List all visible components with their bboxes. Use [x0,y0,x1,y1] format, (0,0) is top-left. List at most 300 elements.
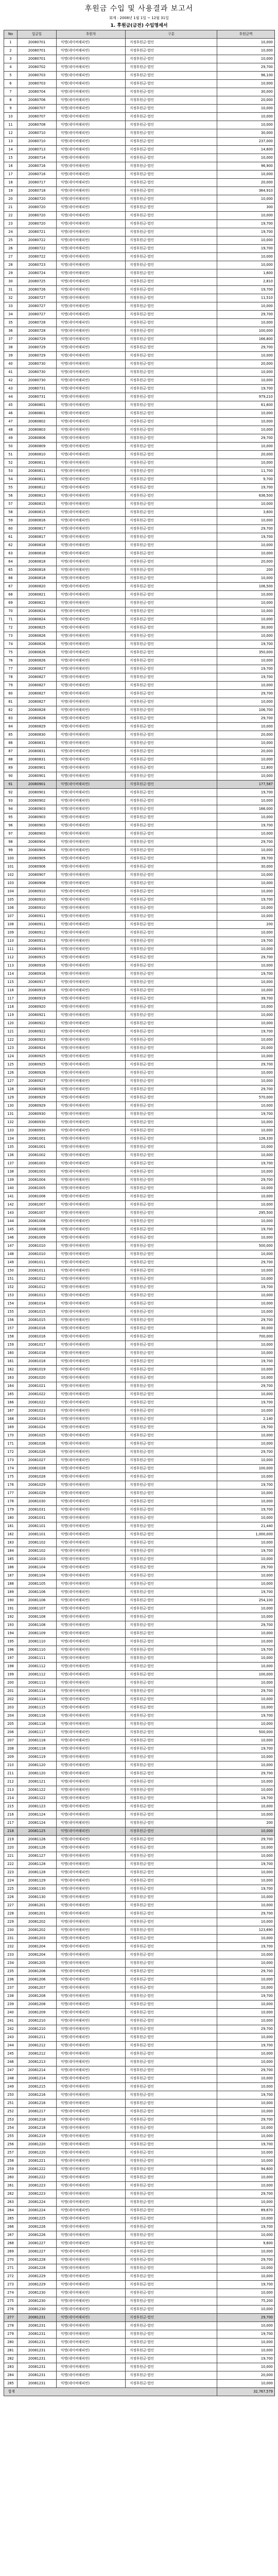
cell-donor: 익명(네이버해피빈) [57,970,126,978]
cell-no: 47 [4,418,18,426]
cell-donor: 익명(네이버해피빈) [57,1325,126,1333]
cell-no: 149 [4,1259,18,1267]
table-row [4,797,275,805]
cell-no: 15 [4,154,18,162]
cell-amount: 10,000 [217,1753,275,1761]
cell-donor: 익명(네이버해피빈) [57,1745,126,1753]
cell-donor: 익명(네이버해피빈) [57,1242,126,1250]
cell-amount: 10,000 [217,1300,275,1308]
cell-no: 1 [4,39,18,47]
cell-date: 20081119 [18,1753,57,1761]
cell-amount: 100,000 [217,1671,275,1679]
cell-category: 지정후원금-법인 [126,1852,217,1860]
cell-donor: 익명(네이버해피빈) [57,171,126,179]
table-row [4,1044,275,1053]
cell-amount: 10,000 [217,500,275,509]
cell-category: 지정후원금-법인 [126,1292,217,1300]
cell-amount: 29,700 [217,1176,275,1184]
cell-no: 190 [4,1597,18,1605]
cell-category: 지정후원금-법인 [126,1877,217,1885]
cell-no: 30 [4,278,18,286]
cell-donor: 익명(네이버해피빈) [57,649,126,657]
cell-category: 지정후원금-법인 [126,39,217,47]
cell-date: 20081018 [18,1358,57,1366]
cell-no: 268 [4,2240,18,2248]
cell-no: 177 [4,1489,18,1498]
cell-no: 150 [4,1267,18,1275]
cell-amount: 10,000 [217,814,275,822]
cell-category: 지정후원금-법인 [126,1712,217,1720]
table-row [4,2066,275,2075]
cell-date: 20081015 [18,1308,57,1316]
cell-category: 지정후원금-법인 [126,558,217,566]
cell-donor: 익명(네이버해피빈) [57,2132,126,2141]
cell-donor: 익명(네이버해피빈) [57,1514,126,1522]
cell-category: 지정후원금-법인 [126,1300,217,1308]
cell-date: 20081213 [18,2058,57,2066]
table-row [4,1333,275,1341]
cell-amount: 10,000 [217,1020,275,1028]
cell-date: 20080904 [18,846,57,855]
table-row [4,1423,275,1432]
cell-date: 20081107 [18,1605,57,1613]
cell-donor: 익명(네이버해피빈) [57,1094,126,1102]
cell-category: 지정후원금-법인 [126,80,217,88]
cell-donor: 익명(네이버해피빈) [57,1316,126,1325]
cell-no: 164 [4,1382,18,1391]
cell-date: 20081117 [18,1728,57,1737]
cell-donor: 익명(네이버해피빈) [57,377,126,385]
cell-no: 56 [4,492,18,500]
table-row [4,830,275,838]
cell-amount: 19,700 [217,2091,275,2099]
cell-date: 20081231 [18,2355,57,2363]
cell-amount: 20,000 [217,1044,275,1053]
cell-category: 지정후원금-법인 [126,245,217,253]
cell-no: 140 [4,1184,18,1193]
cell-donor: 익명(네이버해피빈) [57,1770,126,1778]
cell-category: 지정후원금-법인 [126,640,217,649]
cell-date: 20081220 [18,2149,57,2157]
cell-date: 20080827 [18,665,57,673]
cell-no: 251 [4,2099,18,2108]
cell-amount: 29,700 [217,311,275,319]
cell-donor: 익명(네이버해피빈) [57,1893,126,1902]
cell-date: 20080713 [18,146,57,154]
table-row [4,1292,275,1300]
cell-category: 지정후원금-법인 [126,591,217,599]
cell-no: 265 [4,2215,18,2223]
cell-amount: 10,000 [217,80,275,88]
cell-category: 지정후원금-법인 [126,1481,217,1489]
cell-no: 185 [4,1555,18,1564]
cell-donor: 익명(네이버해피빈) [57,1423,126,1432]
cell-category: 지정후원금-법인 [126,1259,217,1267]
cell-amount: 500,000 [217,1728,275,1737]
cell-category: 지정후원금-법인 [126,1053,217,1061]
cell-category: 지정후원금-법인 [126,459,217,467]
cell-date: 20081024 [18,1423,57,1432]
table-row [4,39,275,47]
cell-no: 98 [4,838,18,846]
cell-no: 195 [4,1638,18,1646]
cell-donor: 익명(네이버해피빈) [57,2347,126,2355]
table-row [4,1407,275,1415]
table-row [4,377,275,385]
cell-date: 20080728 [18,327,57,335]
total-amount: 32,767,579 [217,2388,275,2396]
table-row [4,1539,275,1547]
table-row [4,1869,275,1877]
cell-donor: 익명(네이버해피빈) [57,220,126,228]
cell-date: 20081205 [18,1959,57,1968]
cell-no: 159 [4,1341,18,1349]
cell-donor: 익명(네이버해피빈) [57,1687,126,1696]
cell-amount: 500,000 [217,1242,275,1250]
cell-donor: 익명(네이버해피빈) [57,2198,126,2207]
cell-amount: 29,700 [217,2116,275,2124]
cell-no: 42 [4,377,18,385]
cell-donor: 익명(네이버해피빈) [57,673,126,682]
cell-category: 지정후원금-법인 [126,632,217,640]
cell-donor: 익명(네이버해피빈) [57,1539,126,1547]
table-row [4,451,275,459]
cell-donor: 익명(네이버해피빈) [57,113,126,121]
cell-donor: 익명(네이버해피빈) [57,1217,126,1226]
cell-no: 194 [4,1630,18,1638]
cell-donor: 익명(네이버해피빈) [57,467,126,476]
cell-date: 20081124 [18,1811,57,1819]
table-row [4,2174,275,2182]
cell-no: 178 [4,1498,18,1506]
cell-category: 지정후원금-법인 [126,1564,217,1572]
cell-amount: 29,700 [217,2256,275,2264]
cell-donor: 익명(네이버해피빈) [57,2264,126,2273]
cell-donor: 익명(네이버해피빈) [57,682,126,690]
cell-donor: 익명(네이버해피빈) [57,1761,126,1770]
cell-amount: 10,000 [217,418,275,426]
cell-category: 지정후원금-법인 [126,830,217,838]
cell-date: 20080727 [18,311,57,319]
cell-category: 지정후원금-법인 [126,896,217,904]
cell-no: 129 [4,1094,18,1102]
cell-donor: 익명(네이버해피빈) [57,2042,126,2050]
cell-amount: 29,700 [217,1448,275,1456]
cell-date: 20081230 [18,2306,57,2314]
cell-category: 지정후원금-법인 [126,525,217,533]
cell-category: 지정후원금-법인 [126,1728,217,1737]
cell-no: 108 [4,921,18,929]
cell-amount: 10,000 [217,1366,275,1374]
cell-amount: 10,000 [217,772,275,781]
cell-date: 20081228 [18,2256,57,2264]
cell-category: 지정후원금-법인 [126,1209,217,1217]
cell-amount: 10,000 [217,756,275,764]
cell-no: 13 [4,138,18,146]
cell-category: 지정후원금-법인 [126,2215,217,2223]
cell-category: 지정후원금-법인 [126,2223,217,2231]
cell-category: 지정후원금-법인 [126,195,217,204]
cell-date: 20081121 [18,1778,57,1786]
table-row [4,2190,275,2198]
cell-amount: 10,000 [217,2322,275,2330]
cell-no: 4 [4,63,18,72]
cell-no: 23 [4,220,18,228]
cell-amount: 1,000,000 [217,1531,275,1539]
cell-no: 14 [4,146,18,154]
cell-date: 20080825 [18,624,57,632]
cell-date: 20081015 [18,1316,57,1325]
cell-category: 지정후원금-법인 [126,2355,217,2363]
cell-category: 지정후원금-법인 [126,723,217,731]
cell-amount: 19,700 [217,1547,275,1555]
cell-date: 20081231 [18,2322,57,2330]
cell-donor: 익명(네이버해피빈) [57,1160,126,1168]
cell-no: 12 [4,129,18,138]
cell-no: 52 [4,459,18,467]
table-row [4,2025,275,2033]
cell-date: 20080722 [18,245,57,253]
cell-date: 20080708 [18,121,57,129]
cell-donor: 익명(네이버해피빈) [57,1456,126,1465]
table-body [4,39,275,2388]
cell-no: 188 [4,1580,18,1588]
table-row [4,1011,275,1020]
cell-no: 254 [4,2124,18,2132]
cell-no: 116 [4,987,18,995]
cell-donor: 익명(네이버해피빈) [57,1605,126,1613]
table-row [4,492,275,500]
table-row [4,1242,275,1250]
cell-no: 242 [4,2025,18,2033]
cell-donor: 익명(네이버해피빈) [57,2001,126,2009]
column-header-category: 구분 [126,30,217,39]
table-row [4,1366,275,1374]
table-row [4,871,275,879]
table-row [4,236,275,245]
cell-category: 지정후원금-법인 [126,1671,217,1679]
table-row [4,525,275,533]
cell-date: 20081008 [18,1226,57,1234]
cell-category: 지정후원금-법인 [126,187,217,195]
cell-amount: 10,000 [217,1951,275,1959]
cell-category: 지정후원금-법인 [126,1440,217,1448]
cell-category: 지정후원금-법인 [126,1654,217,1663]
cell-date: 20081207 [18,1984,57,1992]
cell-amount: 10,000 [217,2058,275,2066]
table-row [4,2223,275,2231]
cell-no: 227 [4,1902,18,1910]
cell-category: 지정후원금-법인 [126,1077,217,1086]
cell-amount: 30,000 [217,624,275,632]
cell-date: 20080731 [18,385,57,393]
cell-donor: 익명(네이버해피빈) [57,1728,126,1737]
table-row [4,846,275,855]
cell-donor: 익명(네이버해피빈) [57,1234,126,1242]
table-row [4,1283,275,1292]
cell-amount: 10,000 [217,1638,275,1646]
cell-category: 지정후원금-법인 [126,492,217,500]
cell-donor: 익명(네이버해피빈) [57,855,126,863]
cell-no: 269 [4,2248,18,2256]
cell-donor: 익명(네이버해피빈) [57,723,126,731]
cell-amount: 237,000 [217,138,275,146]
cell-no: 11 [4,121,18,129]
cell-no: 59 [4,517,18,525]
cell-no: 102 [4,871,18,879]
table-row [4,401,275,410]
table-row [4,1160,275,1168]
cell-donor: 익명(네이버해피빈) [57,2207,126,2215]
cell-no: 130 [4,1102,18,1110]
table-row [4,1992,275,2001]
table-row [4,781,275,789]
cell-category: 지정후원금-법인 [126,1333,217,1341]
cell-amount: 10,000 [217,2149,275,2157]
cell-date: 20081208 [18,1992,57,2001]
cell-category: 지정후원금-법인 [126,2306,217,2314]
table-row [4,904,275,912]
cell-date: 20081126 [18,1844,57,1852]
cell-amount: 29,700 [217,1061,275,1069]
cell-amount: 254,100 [217,1597,275,1605]
cell-donor: 익명(네이버해피빈) [57,2273,126,2281]
cell-donor: 익명(네이버해피빈) [57,327,126,335]
cell-amount: 10,000 [217,2182,275,2190]
cell-category: 지정후원금-법인 [126,418,217,426]
cell-category: 지정후원금-법인 [126,171,217,179]
cell-category: 지정후원금-법인 [126,2198,217,2207]
cell-amount: 106,700 [217,706,275,715]
cell-date: 20080930 [18,1127,57,1135]
cell-date: 20080704 [18,88,57,96]
cell-donor: 익명(네이버해피빈) [57,1819,126,1827]
cell-category: 지정후원금-법인 [126,352,217,360]
cell-date: 20080930 [18,1118,57,1127]
cell-donor: 익명(네이버해피빈) [57,904,126,912]
table-row [4,2198,275,2207]
table-row [4,113,275,121]
cell-date: 20081105 [18,1580,57,1588]
cell-amount: 10,000 [217,739,275,748]
cell-date: 20081217 [18,2108,57,2116]
cell-no: 248 [4,2075,18,2083]
cell-amount: 10,000 [217,574,275,583]
cell-amount: 10,000 [217,962,275,970]
cell-date: 20080901 [18,781,57,789]
cell-date: 20080702 [18,63,57,72]
cell-amount: 10,000 [217,1308,275,1316]
cell-date: 20081021 [18,1382,57,1391]
table-row [4,2264,275,2273]
cell-date: 20081108 [18,1621,57,1630]
cell-donor: 익명(네이버해피빈) [57,954,126,962]
cell-donor: 익명(네이버해피빈) [57,1168,126,1176]
cell-no: 71 [4,616,18,624]
cell-donor: 익명(네이버해피빈) [57,1226,126,1234]
cell-date: 20081104 [18,1572,57,1580]
cell-amount: 10,000 [217,1432,275,1440]
cell-amount: 10,000 [217,459,275,467]
cell-date: 20081220 [18,2141,57,2149]
cell-no: 148 [4,1250,18,1259]
cell-amount: 10,000 [217,1456,275,1465]
cell-no: 100 [4,855,18,863]
cell-no: 266 [4,2223,18,2231]
table-row [4,1621,275,1630]
cell-no: 250 [4,2091,18,2099]
cell-no: 213 [4,1786,18,1794]
cell-no: 76 [4,657,18,665]
cell-category: 지정후원금-법인 [126,1910,217,1918]
cell-no: 154 [4,1300,18,1308]
cell-no: 192 [4,1613,18,1621]
cell-donor: 익명(네이버해피빈) [57,443,126,451]
cell-donor: 익명(네이버해피빈) [57,781,126,789]
cell-donor: 익명(네이버해피빈) [57,2009,126,2017]
cell-amount: 19,700 [217,286,275,294]
cell-no: 113 [4,962,18,970]
cell-amount: 10,000 [217,1275,275,1283]
cell-category: 지정후원금-법인 [126,2363,217,2371]
cell-donor: 익명(네이버해피빈) [57,2322,126,2330]
cell-amount: 10,000 [217,2338,275,2347]
cell-date: 20081122 [18,1794,57,1803]
cell-date: 20081018 [18,1349,57,1358]
cell-amount: 10,000 [217,1613,275,1621]
cell-date: 20081231 [18,2371,57,2380]
cell-category: 지정후원금-법인 [126,1011,217,1020]
cell-donor: 익명(네이버해피빈) [57,1489,126,1498]
cell-date: 20080802 [18,418,57,426]
cell-donor: 익명(네이버해피빈) [57,195,126,204]
table-row [4,1547,275,1555]
cell-donor: 익명(네이버해피빈) [57,632,126,640]
cell-donor: 익명(네이버해피빈) [57,1498,126,1506]
cell-category: 지정후원금-법인 [126,393,217,401]
cell-date: 20081125 [18,1827,57,1836]
table-row [4,583,275,591]
cell-date: 20080903 [18,805,57,814]
cell-no: 51 [4,451,18,459]
table-row [4,1918,275,1926]
cell-date: 20080906 [18,863,57,871]
cell-amount: 29,700 [217,63,275,72]
cell-amount: 29,700 [217,1316,275,1325]
cell-date: 20080701 [18,47,57,55]
table-row [4,1893,275,1902]
cell-no: 167 [4,1407,18,1415]
cell-category: 지정후원금-법인 [126,1044,217,1053]
cell-category: 지정후원금-법인 [126,2116,217,2124]
cell-category: 지정후원금-법인 [126,2338,217,2347]
cell-date: 20080717 [18,179,57,187]
cell-category: 지정후원금-법인 [126,72,217,80]
cell-donor: 익명(네이버해피빈) [57,212,126,220]
cell-category: 지정후원금-법인 [126,1753,217,1761]
cell-donor: 익명(네이버해피빈) [57,179,126,187]
cell-donor: 익명(네이버해피빈) [57,459,126,467]
cell-no: 196 [4,1646,18,1654]
cell-category: 지정후원금-법인 [126,179,217,187]
cell-date: 20081028 [18,1465,57,1473]
cell-no: 124 [4,1053,18,1061]
cell-date: 20081009 [18,1234,57,1242]
cell-amount: 21,440 [217,1522,275,1531]
cell-date: 20081128 [18,1869,57,1877]
cell-category: 지정후원금-법인 [126,1522,217,1531]
cell-donor: 익명(네이버해피빈) [57,838,126,846]
